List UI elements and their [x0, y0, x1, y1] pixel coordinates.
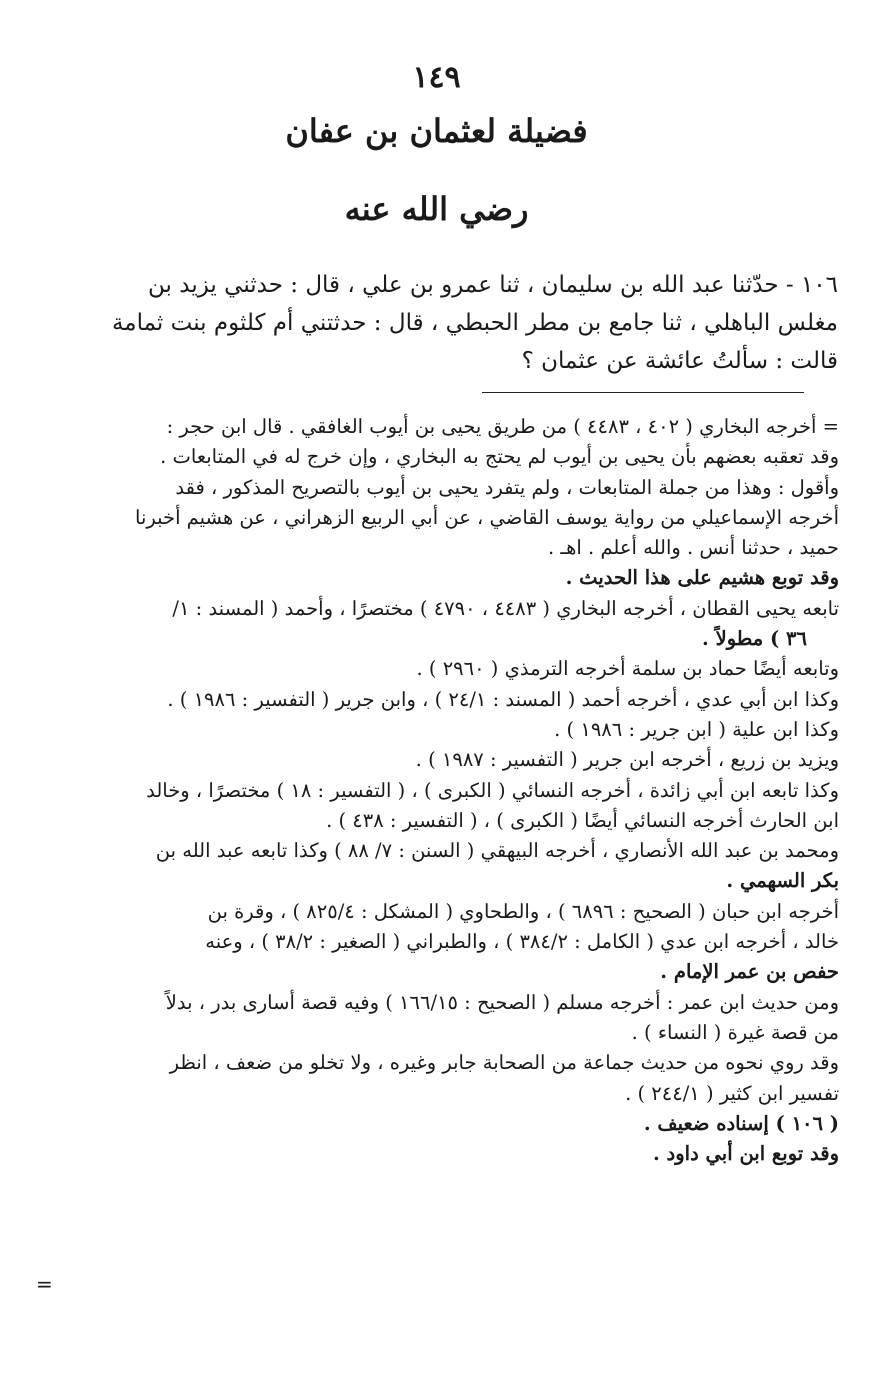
- footnote-line: أخرجه ابن حبان ( الصحيح : ٦٨٩٦ ) ، والطحاوي ( المشكل : ٨٢٥/٤ ) ، وقرة بن: [207, 899, 839, 923]
- footnote-line: أخرجه الإسماعيلي من رواية يوسف القاضي ، عن أبي الربيع الزهراني ، عن هشيم أخبرنا: [135, 505, 839, 529]
- footnote-line: = أخرجه البخاري ( ٤٠٢ ، ٤٤٨٣ ) من طريق يحيى بن أيوب الغافقي . قال ابن حجر :: [166, 415, 839, 438]
- hadith-line: مغلس الباهلي ، ثنا جامع بن مطر الحبطي ، قال : حدثتني أم كلثوم بنت ثمامة: [111, 310, 838, 336]
- footnote-line: وتابعه أيضًا حماد بن سلمة أخرجه الترمذي ( ٢٩٦٠ ) .: [416, 657, 839, 681]
- footnote-line: ٣٦ ) مطولاً .: [702, 627, 807, 651]
- footnote-line: وقد تعقبه بعضهم بأن يحيى بن أيوب لم يحتج به البخاري ، وإن خرج له في المتابعات .: [160, 445, 839, 469]
- footnote-line: تفسير ابن كثير ( ٢٤٤/١ ) .: [625, 1081, 839, 1105]
- footnote-line: وكذا تابعه ابن أبي زائدة ، أخرجه النسائي ( الكبرى ) ، ( التفسير : ١٨ ) مختصرًا ، وخالد: [146, 778, 839, 802]
- footnote-line: من قصة غيرة ( النساء ) .: [631, 1020, 839, 1044]
- footnote-line: خالد ، أخرجه ابن عدي ( الكامل : ٣٨٤/٢ ) ، والطبراني ( الصغير : ٣٨/٢ ) ، وعنه: [205, 930, 839, 954]
- hadith-line: قالت : سألتُ عائشة عن عثمان ؟: [521, 348, 838, 374]
- footnote-line: حفص بن عمر الإمام .: [660, 960, 839, 984]
- footnote-line: تابعه يحيى القطان ، أخرجه البخاري ( ٤٤٨٣ ، ٤٧٩٠ ) مختصرًا ، وأحمد ( المسند : ١/: [172, 596, 839, 620]
- footnote-line: وقد توبع ابن أبي داود .: [652, 1142, 839, 1166]
- footnote-line: وأقول : وهذا من جملة المتابعات ، ولم يتفرد يحيى بن أيوب بالتصريح المذكور ، فقد: [175, 475, 839, 499]
- footnote-line: ومن حديث ابن عمر : أخرجه مسلم ( الصحيح : ١٦٦/١٥ ) وفيه قصة أسارى بدر ، بدلاً: [165, 990, 839, 1014]
- footnote-line: وكذا ابن علية ( ابن جرير : ١٩٨٦ ) .: [554, 717, 839, 741]
- footnotes: [34, 412, 839, 1169]
- page-number: ١٤٩: [412, 60, 461, 95]
- footnote-divider: [482, 392, 804, 393]
- continuation-mark: =: [36, 1272, 53, 1296]
- footnote-line: ابن الحارث أخرجه النسائي أيضًا ( الكبرى ) ، ( التفسير : ٤٣٨ ) .: [326, 808, 839, 832]
- footnote-line: بكر السهمي .: [726, 869, 839, 893]
- footnote-heading: وقد توبع هشيم على هذا الحديث .: [565, 566, 839, 590]
- isnad-grade: ( ١٠٦ ) إسناده ضعيف .: [643, 1111, 839, 1135]
- footnote-line: حميد ، حدثنا أنس . والله أعلم . اهـ .: [548, 536, 839, 560]
- chapter-title: فضيلة لعثمان بن عفان: [285, 112, 588, 150]
- hadith-text: [38, 266, 838, 380]
- chapter-subtitle: رضي الله عنه: [344, 190, 529, 228]
- footnote-line: ويزيد بن زريع ، أخرجه ابن جرير ( التفسير : ١٩٨٧ ) .: [415, 748, 839, 772]
- footnote-line: وكذا ابن أبي عدي ، أخرجه أحمد ( المسند : ٢٤/١ ) ، وابن جرير ( التفسير : ١٩٨٦ ) .: [167, 687, 839, 711]
- footnote-line: ومحمد بن عبد الله الأنصاري ، أخرجه البيهقي ( السنن : ٧/ ٨٨ ) وكذا تابعه عبد الله بن: [155, 839, 839, 863]
- hadith-line: ١٠٦ - حدّثنا عبد الله بن سليمان ، ثنا عمرو بن علي ، قال : حدثني يزيد بن: [148, 272, 838, 298]
- footnote-line: وقد روي نحوه من حديث جماعة من الصحابة جابر وغيره ، ولا تخلو من ضعف ، انظر: [169, 1051, 839, 1075]
